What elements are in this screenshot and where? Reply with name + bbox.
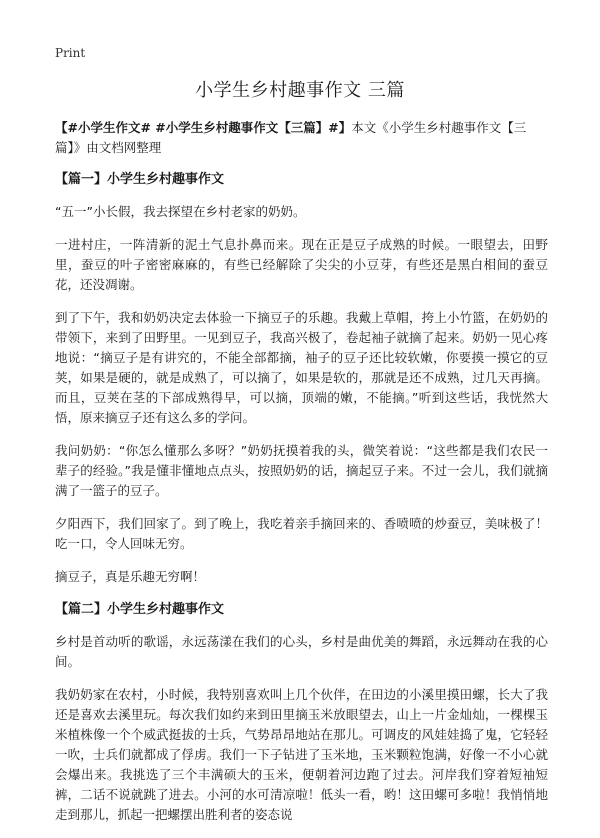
intro-tags: 【#小学生作文# #小学生乡村趣事作文【三篇】#】 <box>55 120 352 135</box>
article-body <box>55 118 548 838</box>
paragraph: 乡村是首动听的歌谣，永远荡漾在我们的心头，乡村是曲优美的舞蹈，永远舞动在我的心间。 <box>55 634 548 669</box>
paragraph: “五一”小长假，我去探望在乡村老家的奶奶。 <box>55 204 306 219</box>
paragraph: 一进村庄，一阵清新的泥土气息扑鼻而来。现在正是豆子成熟的时候。一眼望去，田野里，蚕豆的叶子密密麻麻的，有些已经解除了尖尖的小豆芽，有些还是黑白相间的蚕豆花，还没凋谢。 <box>55 237 548 292</box>
paragraph: 夕阳西下，我们回家了。到了晚上，我吃着亲手摘回来的、香喷喷的炒蚕豆，美味极了！吃一口，令人回味无穷。 <box>55 516 548 551</box>
intro-source: 本文《小学生乡村趣事作文【三篇】》由文档网整理 <box>55 120 527 155</box>
print-link[interactable]: Print <box>55 46 86 60</box>
paragraph: 到了下午，我和奶奶决定去体验一下摘豆子的乐趣。我戴上草帽，挎上小竹篮，在奶奶的带领下，来到了田野里。一见到豆子，我高兴极了，卷起袖子就摘了起来。奶奶一见心疼地说：“摘豆子是有讲究的，不能全部都摘，袖子的豆子还比较软嫩，你要摸一摸它的豆荚，如果是硬的，就是成熟了，可以摘了，如果是软的，那就是还不成熟，过几天再摘。而且，豆荚在茎的下部成熟得早，可以摘，顶端的嫩，不能摘。”听到这些话，我恍然大悟，原来摘豆子还有这么多的学问。 <box>55 310 548 425</box>
paragraph: 我奶奶家在农村，小时候，我特别喜欢叫上几个伙伴，在田边的小溪里摸田螺，长大了我还是喜欢去溪里玩。每次我们如约来到田里摘玉米放眼望去，山上一片金灿灿，一棵棵玉米植株像一个个威武挺拔的士兵，气势昂昂地站在那儿。可调皮的风娃娃捣了鬼，它轻轻一吹，士兵们就都成了俘虏。我们一下子钻进了玉米地，玉米颗粒饱满，好像一不小心就会爆出来。我挑选了三个丰满硕大的玉米，便朝着河边跑了过去。河岸我们穿着短袖短裤，二话不说就跳了进去。小河的水可清凉啦！低头一看，哟！这田螺可多啦！我悄悄地走到那儿，抓起一把螺摆出胜利者的姿态说 <box>55 687 548 822</box>
section-heading-1: 【篇一】小学生乡村趣事作文 <box>55 172 225 187</box>
section-heading-2: 【篇二】小学生乡村趣事作文 <box>55 602 225 617</box>
paragraph: 我问奶奶：“你怎么懂那么多呀？”奶奶抚摸着我的头，微笑着说：“这些都是我们农民一辈子的经验。”我是懂非懂地点点头，按照奶奶的话，摘起豆子来。不过一会儿，我们就摘满了一篮子的豆子。 <box>55 443 548 498</box>
page-title: 小学生乡村趣事作文 三篇 <box>195 80 405 101</box>
article-intro <box>55 118 548 158</box>
paragraph: 摘豆子，真是乐趣无穷啊！ <box>55 569 206 584</box>
